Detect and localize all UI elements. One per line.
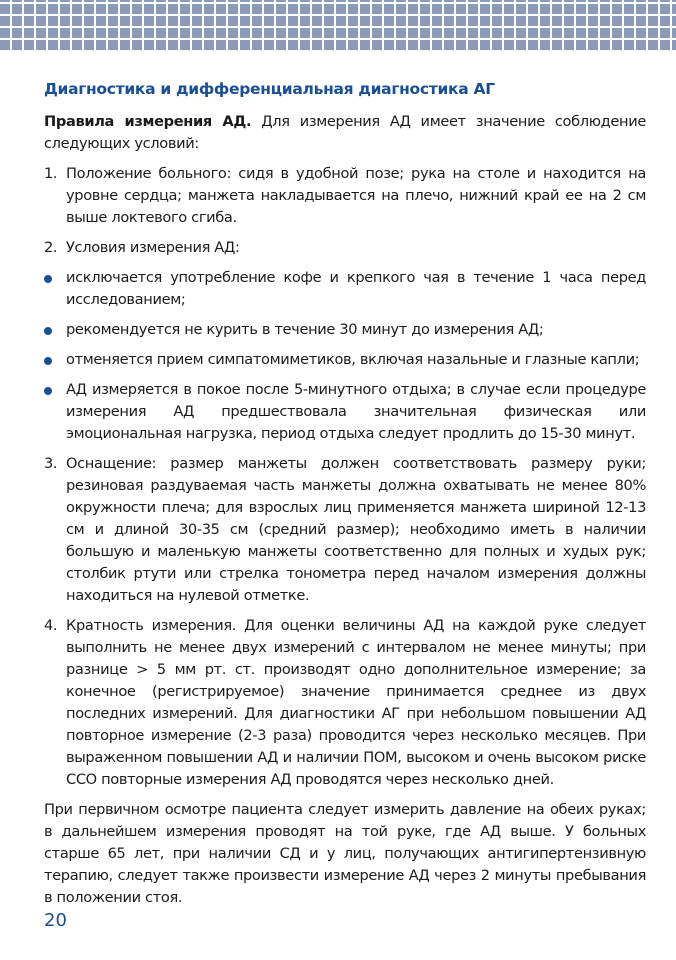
bullet-dot-icon: [44, 357, 52, 365]
page-number: 20: [44, 910, 67, 931]
bullet-text: АД измеряется в покое после 5-минутного отдыха; в случае если процедуре измерения АД предшествовала значительная физическая или эмоциональная нагрузка, период отдыха следует продлить до 15-30 минут.: [66, 381, 646, 442]
bullet-text: исключается употребление кофе и крепкого чая в течение 1 часа перед исследованием;: [66, 269, 646, 308]
item-text: Условия измерения АД:: [66, 239, 240, 256]
section-heading: Диагностика и дифференциальная диагностика АГ: [44, 80, 495, 98]
intro-bold-lead: Правила измерения АД.: [44, 113, 252, 130]
bullet-dot-icon: [44, 327, 52, 335]
item-number: 4.: [44, 617, 58, 634]
item-number: 1.: [44, 165, 58, 182]
closing-paragraph: При первичном осмотре пациента следует измерить давление на обеих руках; в дальнейшем измерения проводят на той руке, где АД выше. У больных старше 65 лет, при наличии СД и у лиц, получающих антигипертензивную терапию, следует также произвести измерение АД через 2 минуты пребывания в положении стоя.: [44, 801, 646, 906]
page-content: [44, 78, 646, 909]
item-number: 3.: [44, 455, 58, 472]
bullet-dot-icon: [44, 387, 52, 395]
numbered-item: [44, 615, 646, 791]
bullet-item: [44, 319, 646, 341]
item-text: Кратность измерения. Для оценки величины АД на каждой руке следует выполнить не менее двух измерений с интервалом не менее минуты; при разнице > 5 мм рт. ст. производят одно дополнительное измерение; за конечное (регистрируемое) значение принимается среднее из двух последних измерений. Для диагностики АГ при небольшом повышении АД повторное измерение (2-3 раза) проводится через несколько месяцев. При выраженном повышении АД и наличии ПОМ, высоком и очень высоком риске ССО повторные измерения АД проводятся через несколько дней.: [66, 617, 646, 788]
bullet-item: [44, 379, 646, 445]
bullet-text: рекомендуется не курить в течение 30 минут до измерения АД;: [66, 321, 544, 338]
numbered-item: [44, 453, 646, 607]
item-text: Оснащение: размер манжеты должен соответствовать размеру руки; резиновая раздуваемая часть манжеты должна охватывать не менее 80% окружности плеча; для взрослых лиц применяется манжета шириной 12-13 см и длиной 30-35 см (средний размер); необходимо иметь в наличии большую и маленькую манжеты соответственно для полных и худых рук; столбик ртути или стрелка тонометра перед началом измерения должны находиться на нулевой отметке.: [66, 455, 646, 604]
intro-paragraph: [44, 111, 646, 155]
decorative-grid-band: [0, 0, 676, 50]
numbered-item: [44, 237, 646, 259]
numbered-item: [44, 163, 646, 229]
bullet-item: [44, 267, 646, 311]
item-number: 2.: [44, 239, 58, 256]
bullet-item: [44, 349, 646, 371]
item-text: Положение больного: сидя в удобной позе; рука на столе и находится на уровне сердца; манжета накладывается на плечо, нижний край ее на 2 см выше локтевого сгиба.: [66, 165, 646, 226]
bullet-text: отменяется прием симпатомиметиков, включая назальные и глазные капли;: [66, 351, 640, 368]
intro-text: Для измерения АД имеет значение соблюдение следующих условий:: [44, 113, 646, 152]
bullet-dot-icon: [44, 275, 52, 283]
